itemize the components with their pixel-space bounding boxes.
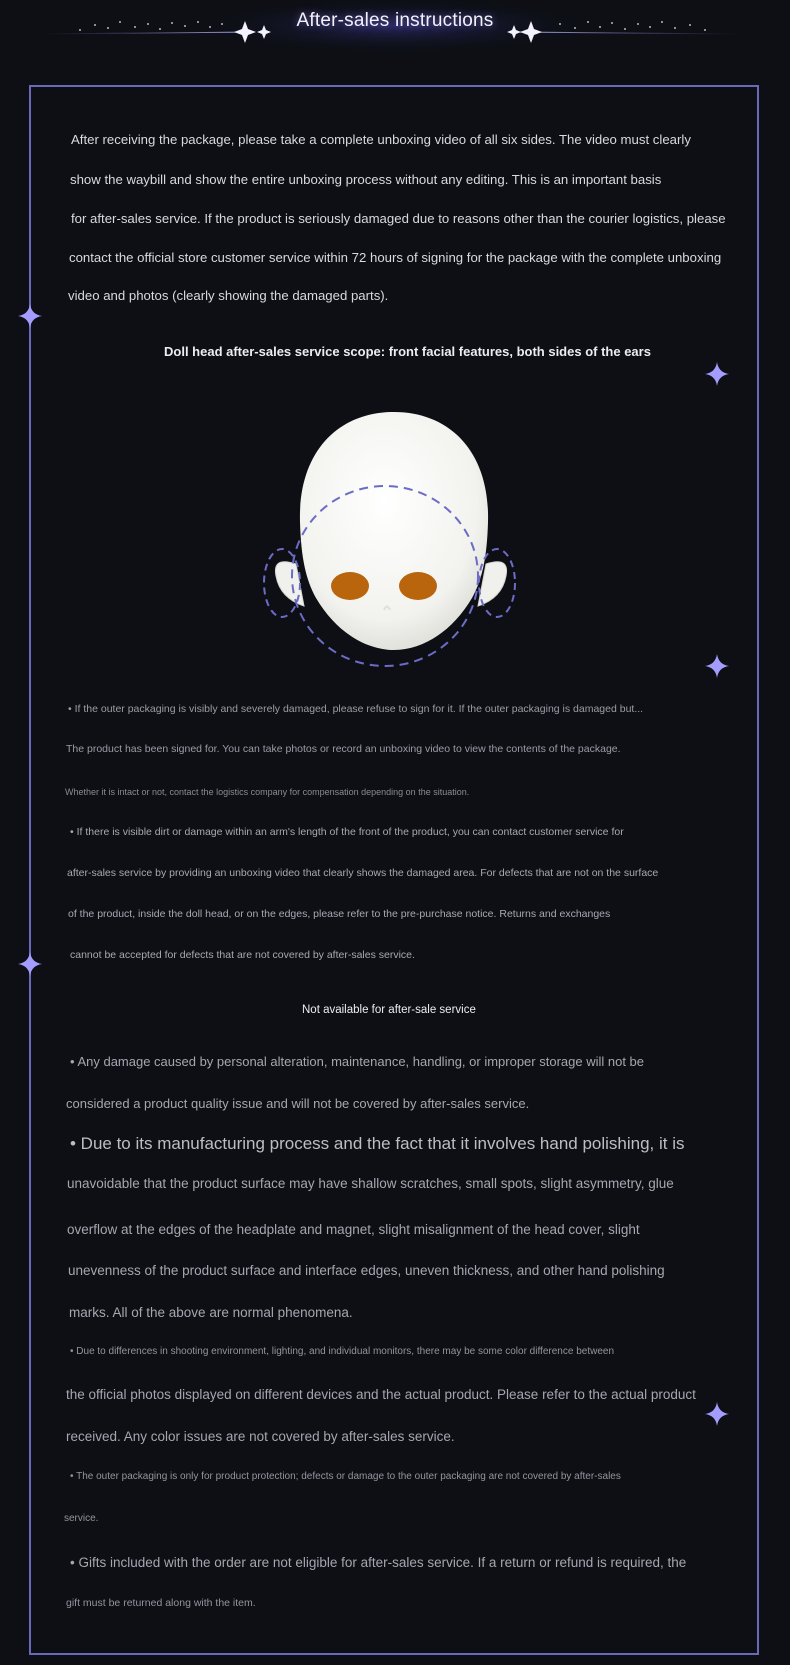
scope-title: Doll head after-sales service scope: front facial features, both sides of the ears <box>164 344 651 359</box>
intro-line: for after-sales service. If the product is seriously damaged due to reasons other than the courier logistics, please <box>71 211 726 226</box>
header <box>0 0 790 60</box>
notice-line: received. Any color issues are not covered by after-sales service. <box>66 1429 455 1444</box>
sparkle-icon <box>703 360 731 388</box>
notice-line: • Due to its manufacturing process and the fact that it involves hand polishing, it is <box>70 1134 685 1153</box>
notice-line: the official photos displayed on different devices and the actual product. Please refer to the actual product <box>66 1387 696 1402</box>
sparkle-icon <box>703 1400 731 1428</box>
notice-line: service. <box>64 1513 99 1524</box>
notice-line: • Any damage caused by personal alteration, maintenance, handling, or improper storage will not be <box>70 1054 645 1069</box>
notice-line: Whether it is intact or not, contact the logistics company for compensation depending on the situation. <box>65 787 470 797</box>
notice-line: after-sales service by providing an unboxing video that clearly shows the damaged area. For defects that are not on the surface <box>67 867 659 879</box>
intro-line: video and photos (clearly showing the damaged parts). <box>68 288 389 303</box>
notice-line: • If the outer packaging is visibly and severely damaged, please refuse to sign for it. If the outer packaging is damaged but... <box>68 703 644 715</box>
not-available-title: Not available for after-sale service <box>302 1004 476 1016</box>
doll-head-image <box>262 400 532 670</box>
notice-line: considered a product quality issue and will not be covered by after-sales service. <box>66 1096 530 1111</box>
page-title: After-sales instructions <box>296 10 494 31</box>
notice-line: of the product, inside the doll head, or on the edges, please refer to the pre-purchase notice. Returns and exchanges <box>68 908 611 920</box>
notice-line: cannot be accepted for defects that are not covered by after-sales service. <box>70 949 415 961</box>
notice-line: marks. All of the above are normal phenomena. <box>69 1305 353 1320</box>
intro-line: After receiving the package, please take a complete unboxing video of all six sides. The video must clearly <box>71 132 691 147</box>
sparkle-icon <box>16 950 44 978</box>
notice-line: • Gifts included with the order are not eligible for after-sales service. If a return or refund is required, the <box>70 1555 687 1570</box>
notice-line: • If there is visible dirt or damage within an arm's length of the front of the product, you can contact customer service for <box>70 826 624 838</box>
intro-line: contact the official store customer service within 72 hours of signing for the package with the complete unboxing <box>69 250 722 265</box>
notice-line: The product has been signed for. You can take photos or record an unboxing video to view the contents of the package. <box>66 743 621 755</box>
notice-line: unevenness of the product surface and interface edges, uneven thickness, and other hand polishing <box>68 1263 665 1278</box>
notice-line: unavoidable that the product surface may have shallow scratches, small spots, slight asymmetry, glue <box>67 1176 674 1191</box>
notice-line: • The outer packaging is only for product protection; defects or damage to the outer packaging are not covered by after-sales <box>70 1471 621 1482</box>
sparkle-icon <box>703 652 731 680</box>
notice-line: overflow at the edges of the headplate and magnet, slight misalignment of the head cover, slight <box>67 1222 640 1237</box>
notice-line: • Due to differences in shooting environment, lighting, and individual monitors, there may be some color difference between <box>70 1346 614 1357</box>
intro-line: show the waybill and show the entire unboxing process without any editing. This is an important basis <box>70 172 662 187</box>
sparkle-icon <box>16 302 44 330</box>
notice-line: gift must be returned along with the item. <box>66 1597 256 1609</box>
